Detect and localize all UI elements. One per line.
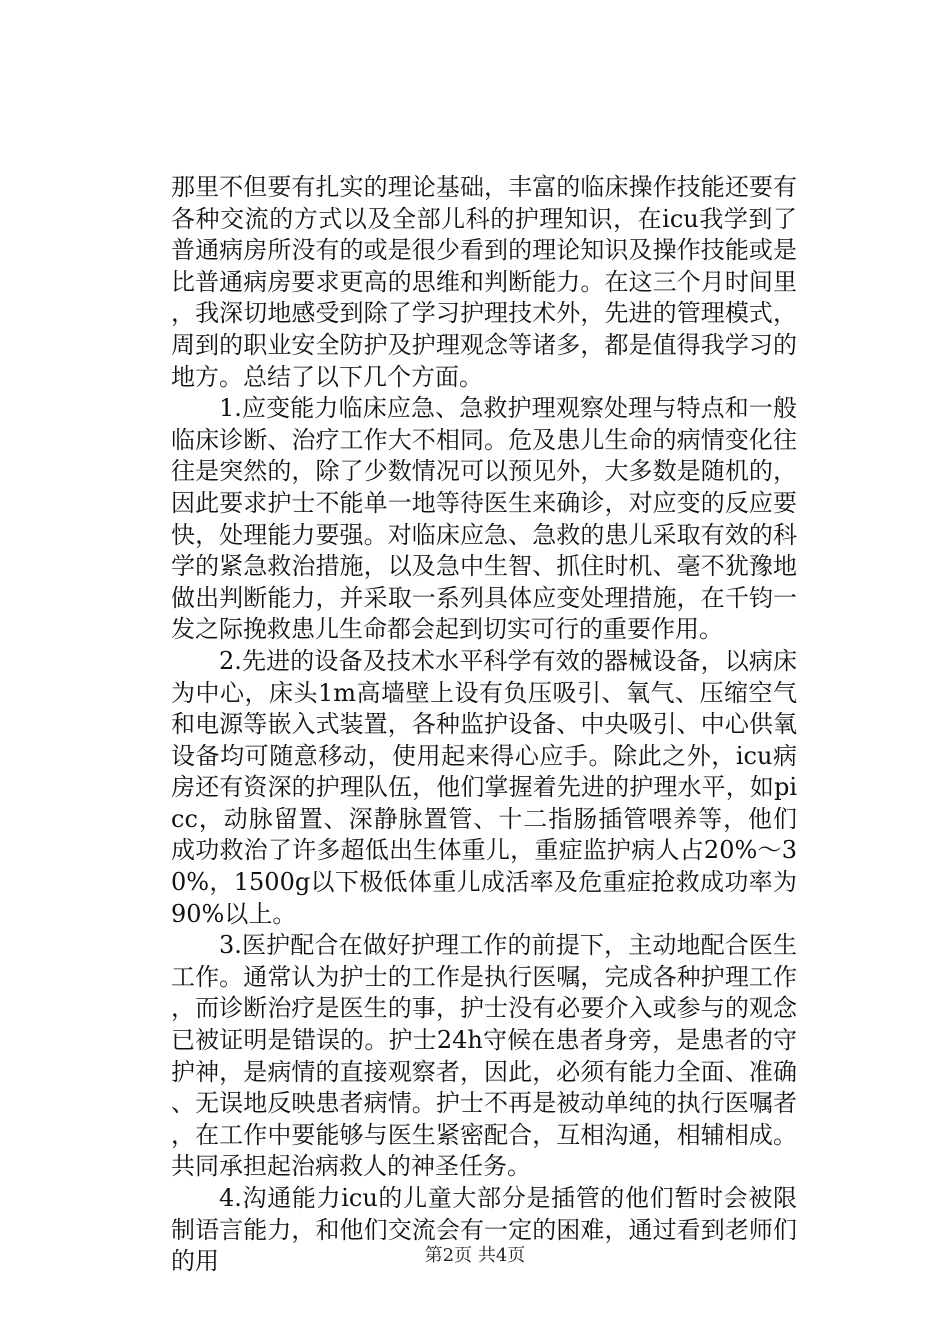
paragraph-intro-continued: 那里不但要有扎实的理论基础，丰富的临床操作技能还要有各种交流的方式以及全部儿科的护理知识，在icu我学到了普通病房所没有的或是很少看到的理论知识及操作技能或是比普通病房要求更高的思维和判断能力。在这三个月时间里，我深切地感受到除了学习护理技术外，先进的管理模式，周到的职业安全防护及护理观念等诸多，都是值得我学习的地方。总结了以下几个方面。 (171, 173, 797, 391)
paragraph-point-2: 2.先进的设备及技术水平科学有效的器械设备，以病床为中心，床头1m高墙壁上设有负压吸引、氧气、压缩空气和电源等嵌入式装置，各种监护设备、中央吸引、中心供氧设备均可随意移动，使用起来得心应手。除此之外，icu病房还有资深的护理队伍，他们掌握着先进的护理水平，如picc，动脉留置、深静脉置管、十二指肠插管喂养等，他们成功救治了许多超低出生体重儿，重症监护病人占20%～30%，1500g以下极低体重儿成活率及危重症抢救成功率为90%以上。 (171, 646, 797, 928)
paragraph-point-1: 1.应变能力临床应急、急救护理观察处理与特点和一般临床诊断、治疗工作大不相同。危及患儿生命的病情变化往往是突然的，除了少数情况可以预见外，大多数是随机的，因此要求护士不能单一地等待医生来确诊，对应变的反应要快，处理能力要强。对临床应急、急救的患儿采取有效的科学的紧急救治措施，以及急中生智、抓住时机、毫不犹豫地做出判断能力，并采取一系列具体应变处理措施，在千钧一发之际挽救患儿生命都会起到切实可行的重要作用。 (171, 394, 797, 644)
page-number-footer: 第2页 共4页 (424, 1245, 526, 1266)
document-body (171, 172, 797, 1278)
paragraph-point-4: 4.沟通能力icu的儿童大部分是插管的他们暂时会被限制语言能力，和他们交流会有一定的困难，通过看到老师们的用 (171, 1184, 797, 1276)
paragraph-point-3: 3.医护配合在做好护理工作的前提下，主动地配合医生工作。通常认为护士的工作是执行医嘱，完成各种护理工作，而诊断治疗是医生的事，护士没有必要介入或参与的观念已被证明是错误的。护士24h守候在患者身旁，是患者的守护神，是病情的直接观察者，因此，必须有能力全面、准确、无误地反映患者病情。护士不再是被动单纯的执行医嘱者，在工作中要能够与医生紧密配合，互相沟通，相辅相成。共同承担起治病救人的神圣任务。 (171, 931, 797, 1181)
